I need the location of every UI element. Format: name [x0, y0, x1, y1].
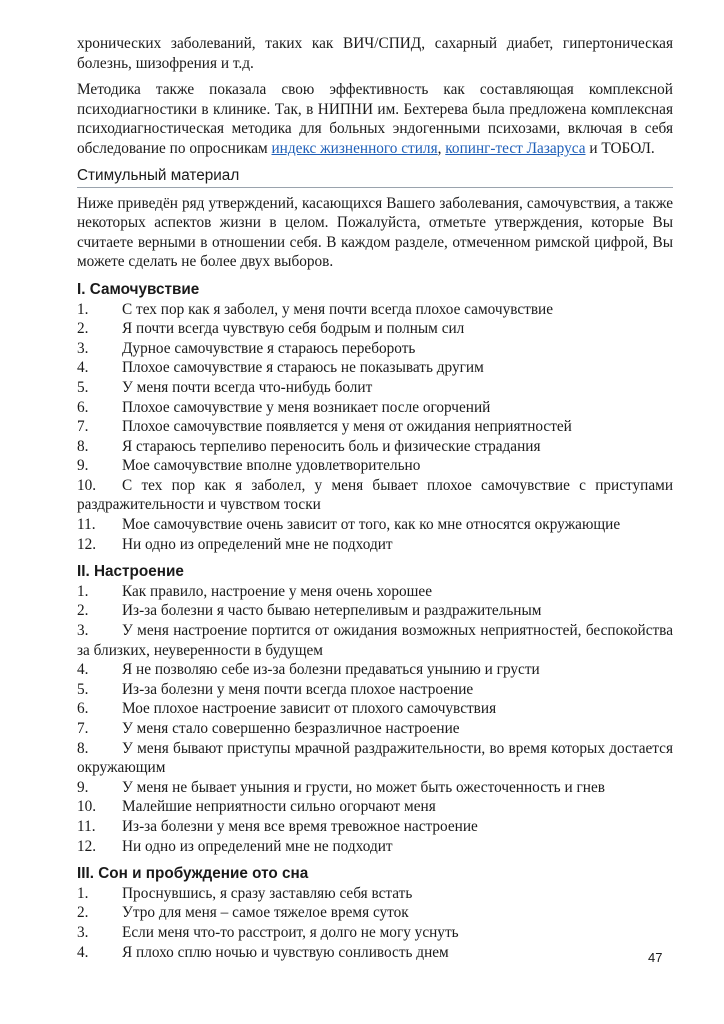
statement-item [77, 300, 673, 320]
statement-text: С тех пор как я заболел, у меня бывает плохое самочувствие с приступами раздражительности и чувством тоски [77, 476, 673, 514]
statement-text: Плохое самочувствие появляется у меня от ожидания неприятностей [122, 418, 572, 436]
statement-number: 4. [77, 359, 89, 377]
statement-item [77, 515, 673, 535]
statement-text: Проснувшись, я сразу заставляю себя встать [122, 884, 413, 902]
statement-item [77, 456, 673, 476]
statement-item [77, 797, 673, 817]
section-title: III. Сон и пробуждение ото сна [77, 865, 309, 883]
stimulus-heading: Стимульный материал [77, 166, 673, 188]
statement-text: Я стараюсь терпеливо переносить боль и физические страдания [122, 437, 541, 455]
statement-number: 5. [77, 378, 89, 396]
statement-text: Из-за болезни я часто бываю нетерпеливым и раздражительным [122, 602, 542, 620]
statement-text: Из-за болезни у меня все время тревожное настроение [122, 817, 478, 835]
statement-list [77, 884, 673, 962]
statement-number: 1. [77, 582, 89, 600]
statement-number: 2. [77, 602, 89, 620]
statement-text: Мое самочувствие вполне удовлетворительно [122, 457, 421, 475]
statement-number: 4. [77, 661, 89, 679]
statement-item [77, 535, 673, 555]
statement-number: 3. [77, 923, 89, 941]
statement-item [77, 660, 673, 680]
statement-number: 6. [77, 398, 89, 416]
statement-number: 3. [77, 339, 89, 357]
statement-number: 8. [77, 739, 89, 757]
section [77, 280, 673, 554]
statement-item [77, 601, 673, 621]
statement-text: Если меня что-то расстроит, я долго не могу уснуть [122, 923, 459, 941]
statement-number: 3. [77, 622, 89, 640]
statement-item [77, 358, 673, 378]
statement-text: Мое плохое настроение зависит от плохого самочувствия [122, 700, 497, 718]
page-number: 47 [648, 950, 663, 965]
statement-item [77, 699, 673, 719]
intro-paragraph-1: хронических заболеваний, таких как ВИЧ/СПИД, сахарный диабет, гипертоническая болезнь, шизофрения и т.д. [77, 35, 673, 72]
statement-item [77, 923, 673, 943]
statement-text: У меня стало совершенно безразличное настроение [122, 720, 460, 737]
statement-text: Дурное самочувствие я стараюсь перебороть [122, 339, 416, 357]
statement-text: Утро для меня – самое тяжелое время суток [122, 904, 409, 922]
statement-text: У меня не бывает уныния и грусти, но может быть ожесточенность и гнев [122, 778, 605, 796]
statement-number: 2. [77, 320, 89, 338]
statement-list [77, 582, 673, 856]
statement-item [77, 339, 673, 359]
statement-number: 11. [77, 516, 96, 534]
statement-number: 7. [77, 418, 89, 436]
section-title: II. Настроение [77, 563, 184, 581]
statement-text: У меня почти всегда что-нибудь болит [122, 378, 373, 396]
statement-item [77, 398, 673, 418]
statement-number: 8. [77, 437, 89, 455]
statement-number: 7. [77, 720, 89, 737]
statement-text: С тех пор как я заболел, у меня почти всегда плохое самочувствие [122, 300, 554, 318]
statement-number: 4. [77, 943, 89, 961]
page-content [77, 34, 673, 962]
statement-number: 9. [77, 457, 89, 475]
section-title: I. Самочувствие [77, 280, 200, 298]
instruction-paragraph: Ниже приведён ряд утверждений, касающихся Вашего заболевания, самочувствия, а также некоторых аспектов жизни в целом. Пожалуйста, отметьте утверждения, которые Вы считаете верными в отношении себя. В каждом разделе, отмеченном римской цифрой, Вы можете сделать не более двух выборов. [77, 194, 673, 271]
statement-item [77, 739, 673, 778]
statement-item [77, 476, 673, 515]
statement-item [77, 437, 673, 457]
sections-container [77, 280, 673, 962]
statement-text: Ни одно из определений мне не подходит [122, 837, 393, 855]
statement-item [77, 680, 673, 700]
statement-text: Как правило, настроение у меня очень хорошее [122, 582, 432, 600]
statement-text: Ни одно из определений мне не подходит [122, 535, 393, 553]
statement-number: 11. [77, 817, 96, 835]
statement-number: 12. [77, 535, 97, 553]
section [77, 864, 673, 962]
statement-item [77, 719, 673, 739]
statement-text: Плохое самочувствие у меня возникает после огорчений [122, 398, 491, 416]
statement-item [77, 837, 673, 857]
statement-number: 1. [77, 884, 89, 902]
statement-text: Я не позволяю себе из-за болезни предаваться унынию и грусти [122, 661, 540, 679]
statement-item [77, 621, 673, 660]
statement-item [77, 582, 673, 602]
statement-number: 10. [77, 476, 97, 494]
statement-number: 5. [77, 680, 89, 698]
statement-number: 2. [77, 904, 89, 922]
statement-number: 9. [77, 778, 89, 796]
statement-item [77, 319, 673, 339]
statement-text: У меня настроение портится от ожидания возможных неприятностей, беспокойства за близких, неуверенности в будущем [77, 622, 673, 659]
statement-item [77, 417, 673, 437]
statement-text: Из-за болезни у меня почти всегда плохое настроение [122, 680, 474, 698]
link-separator: , [437, 139, 446, 157]
intro-text-start: Методика также показала свою эффективность как составляющая комплексной психодиагностики в клинике. Так, в НИПНИ им. Бехтерева была предложена комплексная психодиагностическая методика для больных эндогенными психозами, включая в себя обследование по опросникам [77, 81, 673, 157]
statement-text: Малейшие неприятности сильно огорчают меня [122, 798, 436, 816]
section [77, 562, 673, 856]
statement-list [77, 300, 673, 555]
statement-number: 12. [77, 837, 97, 855]
statement-item [77, 778, 673, 798]
statement-text: Мое самочувствие очень зависит от того, как ко мне относятся окружающие [122, 516, 621, 534]
statement-item [77, 378, 673, 398]
statement-item [77, 817, 673, 837]
statement-number: 1. [77, 300, 89, 318]
statement-number: 10. [77, 798, 97, 816]
statement-item [77, 884, 673, 904]
statement-text: Я почти всегда чувствую себя бодрым и полным сил [122, 320, 465, 338]
statement-number: 6. [77, 700, 89, 718]
link-lazarus-coping-test[interactable]: копинг-тест Лазаруса [445, 139, 586, 157]
intro-paragraph-2 [77, 80, 673, 158]
link-lifestyle-index[interactable]: индекс жизненного стиля [271, 139, 438, 157]
statement-item [77, 943, 673, 963]
statement-text: У меня бывают приступы мрачной раздражительности, во время которых достается окружающим [77, 739, 673, 777]
statement-text: Плохое самочувствие я стараюсь не показывать другим [122, 359, 484, 377]
statement-text: Я плохо сплю ночью и чувствую сонливость днем [122, 943, 449, 961]
statement-item [77, 903, 673, 923]
intro-text-end: и ТОБОЛ. [585, 139, 655, 157]
